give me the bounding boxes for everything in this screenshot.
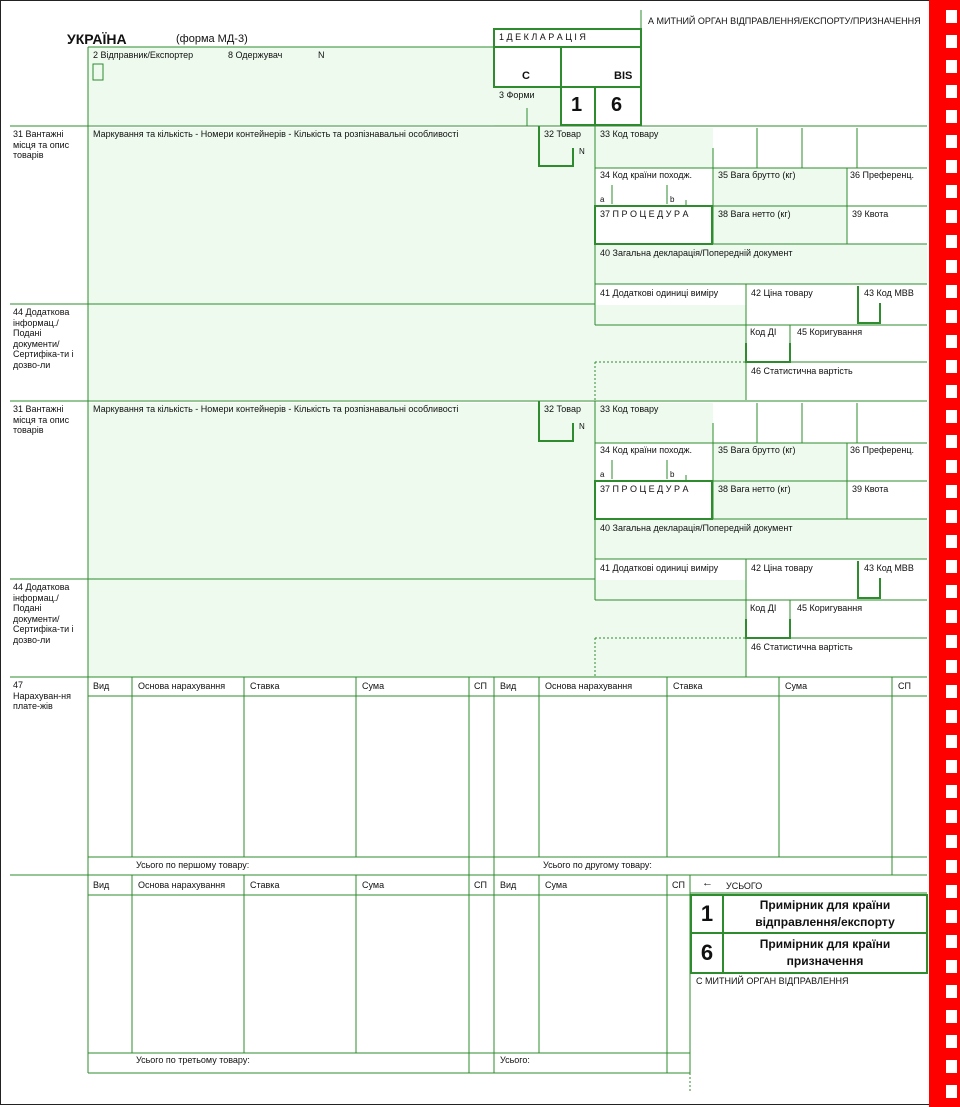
total-second: Усього по другому товару: [543, 860, 652, 870]
b41-label-1: 41 Додаткові одиниці виміру [600, 288, 719, 298]
b46-label-2: 46 Статистична вартість [751, 642, 853, 652]
perforation-hole [946, 960, 957, 973]
charges2-col-osnova: Основа нарахування [545, 681, 633, 691]
marks-label-2: Маркування та кількість - Номери контейнерів - Кількість та розпізнавальні особливості [93, 404, 459, 414]
grand-total-arrow-icon: ← [702, 877, 713, 889]
perforation-hole [946, 910, 957, 923]
perforation-hole [946, 760, 957, 773]
b31-label-2: 31 Вантажні місця та опис товарів [13, 404, 70, 435]
perforation-hole [946, 610, 957, 623]
charges4-col-suma: Сума [545, 880, 568, 890]
charges3-col-vyd: Вид [93, 880, 110, 890]
b37-label-2: 37 П Р О Ц Е Д У Р А [600, 484, 689, 494]
b42-label-2: 42 Ціна товару [751, 563, 813, 573]
charges4-col-sp: СП [672, 880, 685, 890]
grand-total-label: УСЬОГО [726, 881, 763, 891]
b39-label-1: 39 Квота [852, 209, 889, 219]
charges3-col-osnova: Основа нарахування [138, 880, 226, 890]
perforation-hole [946, 360, 957, 373]
declaration-c: C [522, 70, 530, 82]
b36-label-2: 36 Преференц. [850, 445, 915, 455]
b45-label-2: 45 Коригування [797, 603, 863, 613]
copy-6-number: 6 [700, 940, 714, 965]
b35-label-1: 35 Вага брутто (кг) [718, 170, 796, 180]
perforation-hole [946, 985, 957, 998]
perforation-hole [946, 285, 957, 298]
perforation-hole [946, 335, 957, 348]
perforation-hole [946, 310, 957, 323]
perforation-hole [946, 410, 957, 423]
b34-b-1: b [670, 195, 675, 204]
perforation-hole [946, 785, 957, 798]
copy-1-text: Примірник для країни відправлення/експорту [755, 898, 895, 929]
sender-label: 2 Відправник/Експортер [93, 50, 194, 60]
perforation-hole [946, 60, 957, 73]
copy-number-1: 1 [571, 94, 583, 116]
copy-6-text: Примірник для країни призначення [759, 937, 891, 968]
b37-label-1: 37 П Р О Ц Е Д У Р А [600, 209, 689, 219]
perforation-hole [946, 1010, 957, 1023]
total-other: Усього: [500, 1055, 530, 1065]
b43-label-1: 43 Код МВВ [864, 288, 914, 298]
country-title: УКРАЇНА [67, 31, 127, 47]
perforation-hole [946, 660, 957, 673]
receiver-number-label: N [318, 50, 325, 60]
perforation-hole [946, 635, 957, 648]
b34-b-2: b [670, 470, 675, 479]
charges1-col-osnova: Основа нарахування [138, 681, 226, 691]
perforation-hole [946, 260, 957, 273]
charges1-col-sp: СП [474, 681, 487, 691]
b36-label-1: 36 Преференц. [850, 170, 915, 180]
b43-label-2: 43 Код МВВ [864, 563, 914, 573]
perforation-hole [946, 535, 957, 548]
b46-label-1: 46 Статистична вартість [751, 366, 853, 376]
charges4-col-vyd: Вид [500, 880, 517, 890]
perforation-hole [946, 935, 957, 948]
charges1-col-vyd: Вид [93, 681, 110, 691]
b38-label-2: 38 Вага нетто (кг) [718, 484, 791, 494]
charges3-col-suma: Сума [362, 880, 385, 890]
perforation-hole [946, 1060, 957, 1073]
charges1-col-stavka: Ставка [250, 681, 280, 691]
b35-label-2: 35 Вага брутто (кг) [718, 445, 796, 455]
charges3-col-sp: СП [474, 880, 487, 890]
total-third: Усього по третьому товару: [136, 1055, 250, 1065]
b34-a-2: a [600, 470, 605, 479]
perforation-hole [946, 385, 957, 398]
perforation-hole [946, 235, 957, 248]
receiver-label: 8 Одержувач [228, 50, 283, 60]
perforation-hole [946, 810, 957, 823]
perforation-hole [946, 10, 957, 23]
charges2-col-sp: СП [898, 681, 911, 691]
b42-label-1: 42 Ціна товару [751, 288, 813, 298]
marks-label-1: Маркування та кількість - Номери контейнерів - Кількість та розпізнавальні особливості [93, 129, 459, 139]
perforation-hole [946, 735, 957, 748]
perforation-hole [946, 185, 957, 198]
b40-label-1: 40 Загальна декларація/Попередній документ [600, 248, 793, 258]
declaration-label: 1 Д Е К Л А Р А Ц І Я [499, 32, 586, 42]
perforation-hole [946, 35, 957, 48]
b39-label-2: 39 Квота [852, 484, 889, 494]
kod-di-label-1: Код ДІ [750, 327, 777, 337]
b33-label-2: 33 Код товару [600, 404, 659, 414]
b32-label-1: 32 Товар [544, 129, 582, 139]
perforation-hole [946, 885, 957, 898]
kod-di-label-2: Код ДІ [750, 603, 777, 613]
b32-n-1: N [579, 147, 585, 156]
declaration-bis: BIS [614, 70, 633, 82]
form-name: (форма МД-3) [176, 33, 248, 45]
perforation-hole [946, 1085, 957, 1098]
perforation-hole [946, 835, 957, 848]
b32-label-2: 32 Товар [544, 404, 582, 414]
copy-1-number: 1 [700, 901, 714, 926]
charges2-col-suma: Сума [785, 681, 808, 691]
perforation-hole [946, 210, 957, 223]
perforation-hole [946, 110, 957, 123]
copy-number-6: 6 [611, 94, 623, 116]
perforation-hole [946, 485, 957, 498]
perforation-hole [946, 685, 957, 698]
b34-label-2: 34 Код країни походж. [600, 445, 693, 455]
perforation-hole [946, 85, 957, 98]
perforation-hole [946, 860, 957, 873]
perforation-hole [946, 435, 957, 448]
customs-departure-label: С МИТНИЙ ОРГАН ВІДПРАВЛЕННЯ [696, 976, 849, 986]
b44-label-2: 44 Додаткова інформац./ Подані документи/ Сертифіка-ти і дозво-ли [13, 582, 74, 645]
perforation-hole [946, 1035, 957, 1048]
perforation-hole [946, 585, 957, 598]
charges2-col-stavka: Ставка [673, 681, 703, 691]
perforation-hole [946, 460, 957, 473]
b31-label-1: 31 Вантажні місця та опис товарів [13, 129, 70, 160]
charges1-col-suma: Сума [362, 681, 385, 691]
b34-label-1: 34 Код країни походж. [600, 170, 693, 180]
b44-label-1: 44 Додаткова інформац./ Подані документи/ Сертифіка-ти і дозво-ли [13, 307, 74, 370]
charges2-col-vyd: Вид [500, 681, 517, 691]
total-first: Усього по першому товару: [136, 860, 250, 870]
perforation-hole [946, 160, 957, 173]
customs-origin-label: А МИТНИЙ ОРГАН ВІДПРАВЛЕННЯ/ЕКСПОРТУ/ПРИЗНАЧЕННЯ [648, 16, 921, 26]
perforation-hole [946, 710, 957, 723]
b33-label-1: 33 Код товару [600, 129, 659, 139]
perforation-hole [946, 560, 957, 573]
b45-label-1: 45 Коригування [797, 327, 863, 337]
perforation-hole [946, 510, 957, 523]
b34-a-1: a [600, 195, 605, 204]
b38-label-1: 38 Вага нетто (кг) [718, 209, 791, 219]
b41-label-2: 41 Додаткові одиниці виміру [600, 563, 719, 573]
b32-n-2: N [579, 422, 585, 431]
charges3-col-stavka: Ставка [250, 880, 280, 890]
b40-label-2: 40 Загальна декларація/Попередній документ [600, 523, 793, 533]
b47-label: 47 Нарахуван-ня плате-жів [13, 680, 72, 711]
perforation-hole [946, 135, 957, 148]
forms-label: 3 Форми [499, 90, 535, 100]
